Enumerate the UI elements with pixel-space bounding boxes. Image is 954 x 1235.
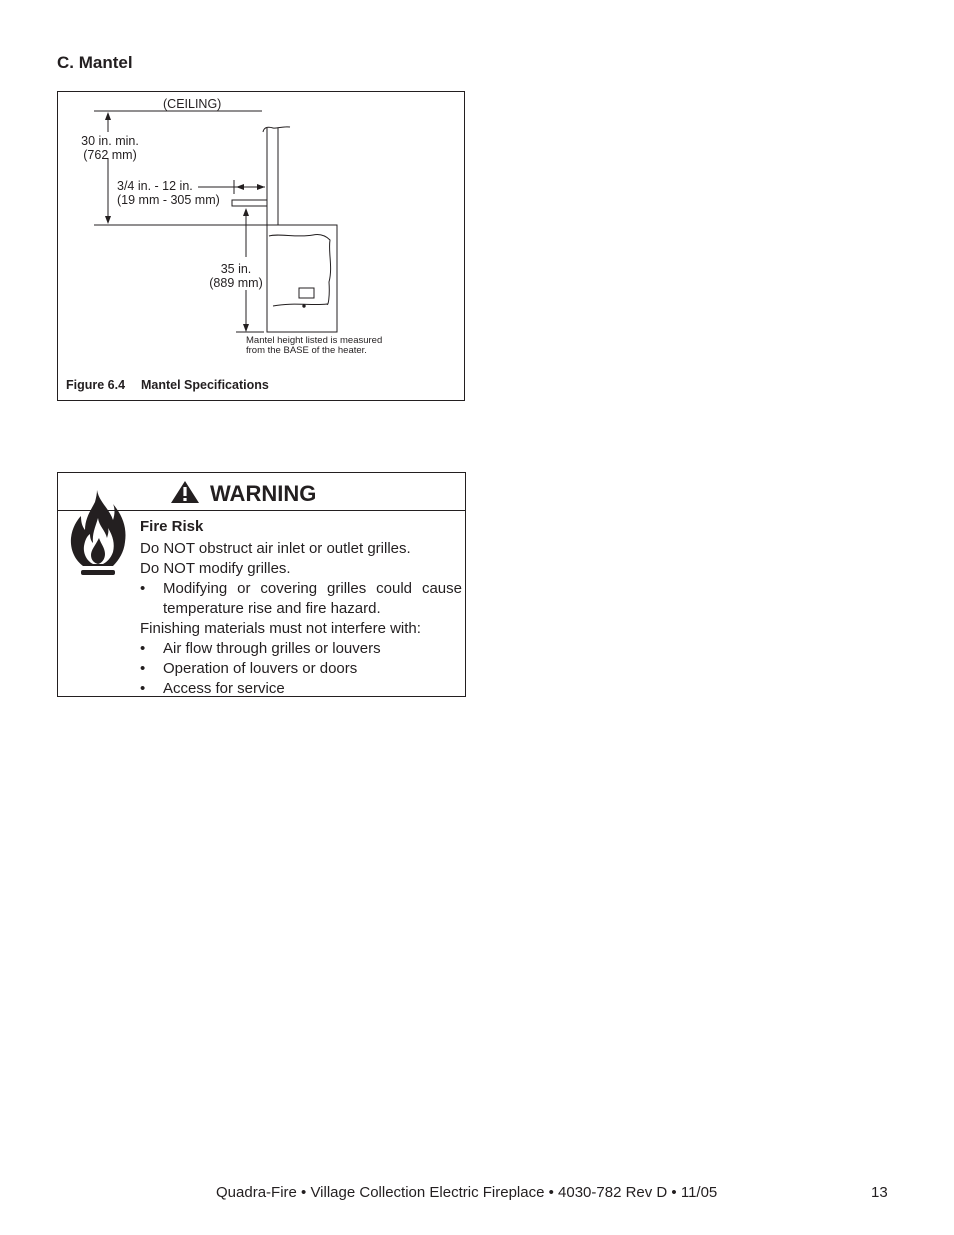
flame-icon [69,488,127,583]
mantel-note [246,336,382,356]
warning-line-2: Do NOT modify grilles. [140,560,291,577]
heater-control [299,288,314,298]
warning-box [57,472,466,697]
warning-bullet-2 [140,659,462,679]
note-line2: from the BASE of the heater. [246,345,367,356]
warning-bullet-a-text: Modifying or covering grilles could cause temperature rise and fire hazard. [163,580,462,617]
bullet-symbol: • [140,660,146,677]
clearance-top-line2: (762 mm) [83,148,137,162]
heater-cabinet [267,225,337,332]
figure-number: Figure 6.4 [66,378,126,392]
warning-bullet-1 [140,639,462,659]
warning-bullet-3-text: Access for service [163,680,285,697]
note-line1: Mantel height listed is measured [246,335,383,346]
exclamation-triangle-icon [170,480,200,504]
warning-body [140,517,462,699]
mantel-shelf [232,200,267,206]
warning-line-1: Do NOT obstruct air inlet or outlet grilles. [140,540,411,557]
mantel-height-label [204,262,268,290]
mantel-figure [57,91,465,401]
warning-bullet-1-text: Air flow through grilles or louvers [163,640,381,657]
page-number: 13 [871,1184,888,1201]
mantel-height-line2: (889 mm) [209,276,263,290]
mantel-depth-line1: 3/4 in. - 12 in. [117,179,193,193]
bullet-symbol: • [140,640,146,657]
section-title: C. Mantel [57,53,133,72]
figure-title: Mantel Specifications [141,378,269,392]
mantel-height-line1: 35 in. [220,262,252,276]
clearance-top-label [78,134,142,162]
warning-bullet-a [140,579,462,619]
clearance-top-line1: 30 in. min. [81,134,139,148]
warning-bullet-3 [140,679,462,699]
page-footer: Quadra-Fire • Village Collection Electric Fireplace • 4030-782 Rev D • 11/05 [216,1184,718,1201]
warning-title: WARNING [210,481,317,506]
warning-subtitle: Fire Risk [140,518,204,535]
mantel-depth-label [117,179,220,207]
figure-caption [66,378,269,392]
warning-bullet-2-text: Operation of louvers or doors [163,660,358,677]
bullet-symbol: • [140,680,146,697]
ceiling-label: (CEILING) [163,97,222,111]
warning-line-3: Finishing materials must not interfere with: [140,620,421,637]
bullet-symbol: • [140,580,146,597]
mantel-depth-line2: (19 mm - 305 mm) [117,193,220,207]
